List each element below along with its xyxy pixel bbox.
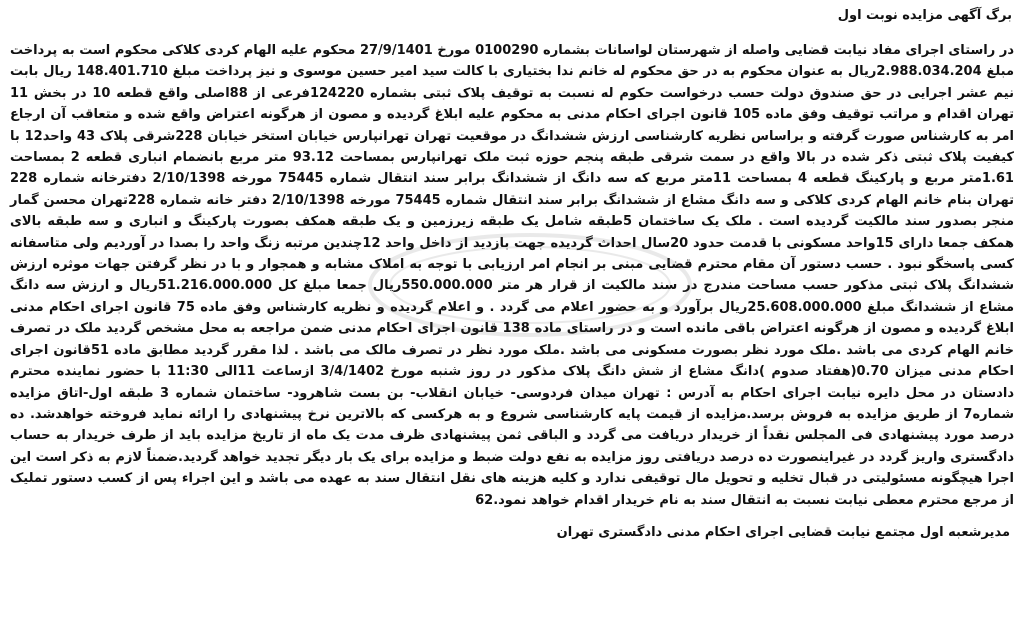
notice-title: برگ آگهی مزایده نوبت اول [837,8,1012,23]
notice-body: در راستای اجرای مفاد نیابت قضایی واصله از شهرستان لواسانات بشماره 0100290 مورخ 27/9/1401 محکوم علیه الهام کردی کلاکی محکوم است به پرداخت مبلغ 2.988.034.204ریال به عنوان محکوم به در حق محکوم له خانم ندا بختیاری با کالت سید امیر حسین موسوی و نیز پرداخت مبلغ 148.401.710 ریال بابت نیم عشر اجرایی در حق صندوق دولت حسب درخواست حکوم له نسبت به توقیف پلاک ثبتی بشماره 124220فرعی از 88اصلی واقع قطعه 10 در بخش 11 تهران اقدام و مراتب توقیف وفق ماده 105 قانون اجرای احکام مدنی به محکوم علیه ابلاغ گردیده و مصون از هرگونه اعتراض واقع شده و متعاقب آن ارجاع امر به کارشناس صورت گرفته و براساس نظریه کارشناسی ارزش ششدانگ در موقعیت تهران تهرانپارس خیابان استخر خیابان 228شرقی پلاک 43 واحد12 با کیفیت پلاک ثبتی ذکر شده در بالا واقع در سمت شرقی طبقه پنجم حوزه ثبت ملک تهرانپارس بمساحت 93.12 متر مربع بانضمام انباری قطعه 2 بمساحت 1.61متر مربع و پارکینگ قطعه 4 بمساحت 11متر مربع که سه دانگ از ششدانگ برابر سند انتقال شماره 75445 مورخه 2/10/1398 دفترخانه شماره 228 تهران بنام خانم الهام کردی کلاکی و سه دانگ مشاع از ششدانگ برابر سند انتقال شماره 75445 مورخه 2/10/1398 دفتر خانه شماره 228تهران محسن گمار منجر بصدور سند مالکیت گردیده است . ملک یک ساختمان 5طبقه شامل یک طبقه زیرزمین و یک طبقه همکف بصورت پارکینگ و انباری و سه طبقه بالای همکف جمعا دارای 15واحد مسکونی با قدمت حدود 20سال احداث گردیده جهت بازدید از داخل واحد 12چندین مرتبه زنگ واحد را بصدا در آوردیم ولی متاسفانه کسی پاسخگو نبود . حسب دستور آن مقام محترم قضایی مبنی بر انجام امر ارزیابی با توجه به املاک مشابه و همجوار و با در نظر گرفتن جهات موثره ارزش ششدانگ پلاک ثبتی مذکور حسب مساحت مندرج در سند مالکیت از قرار هر متر 550.000.000ریال جمعا مبلغ کل 51.216.000.000ریال و ارزش سه دانگ مشاع از ششدانگ مبلغ 25.608.000.000ریال برآورد و به حضور اعلام می گردد . و اعلام گردیده و نظریه کارشناس وفق ماده 75 قانون اجرای احکام مدنی ابلاغ گردیده و مصون از هرگونه اعتراض باقی مانده است و در راستای ماده 138 قانون اجرای احکام مدنی ضمن مراجعه به محل مشخص گردید ملک در تصرف خانم الهام کردی می باشد .ملک مورد نظر بصورت مسکونی می باشد .ملک مورد نظر در تصرف مالک می باشد . لذا مقرر گردید مطابق ماده 51قانون اجرای احکام مدنی میزان 0.70(هفتاد صدوم )دانگ مشاع از شش دانگ پلاک مذکور در روز شنبه مورخ 3/4/1402 ازساعت 11الی 11:30 با حضور نماینده محترم دادستان در محل دایره نیابت اجرای احکام به آدرس : تهران میدان فردوسی- خیابان انقلاب- بن بست شاهرود- ساختمان شماره 3 طبقه اول-اتاق مزایده شماره7 از طریق مزایده به فروش برسد.مزایده از قیمت پایه کارشناسی شروع و به هرکسی که بالاترین نرخ پیشنهادی را ارائه نماید فروخته خواهدشد. ده درصد مورد پیشنهادی فی المجلس نقداً از خریدار دریافت می گردد و الباقی ثمن پیشنهادی ظرف مدت یک ماه از تاریخ مزایده باید از طرف خریدار به حساب دادگستری واریز گردد در غیراینصورت ده درصد دریافتی روز مزایده به نفع دولت ضبط و مزایده برای یک بار دیگر تجدید خواهد گردید.ضمناً لازم به ذکر است این اجرا هیچگونه مسئولیتی در قبال تخلیه و تحویل مال توقیفی ندارد و کلیه هزینه های نقل انتقال سند به عهده می باشد و این اجراء پس از کسب دستور تملیک از مرجع محترم معطی نیابت نسبت به انتقال سند به نام خریدار اقدام خواهد نمود.62 [10,43,1015,508]
notice-signature: مدیرشعبه اول مجتمع نیابت قضایی اجرای احکام مدنی دادگستری تهران [556,524,1010,540]
